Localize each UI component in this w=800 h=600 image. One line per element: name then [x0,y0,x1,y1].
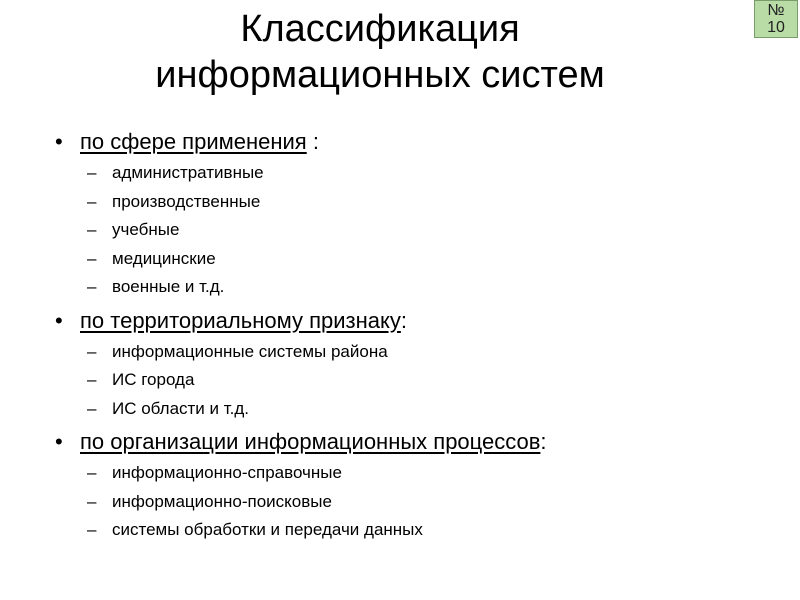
list-item [55,488,755,517]
dash-icon: – [87,277,97,296]
section-by-application-area [55,128,755,156]
slide-title-line-2: информационных систем [155,54,605,96]
bullet-dot-icon: • [55,429,63,454]
section-by-territorial-feature [55,307,755,335]
list-item-text: информационно-справочные [112,463,342,482]
slide-number-badge [754,0,798,38]
list-item-text: административные [112,163,264,182]
list-item [55,366,755,395]
list-item [55,216,755,245]
dash-icon: – [87,491,97,511]
section-heading: по организации информационных процессов [80,429,541,454]
list-item [55,273,755,302]
dash-icon: – [87,370,97,389]
slide-number-sign: № [767,2,785,19]
dash-icon: – [87,341,97,361]
dash-icon: – [87,248,97,268]
section-heading-suffix: : [306,129,319,154]
sublist-application-area [55,159,755,302]
list-item-text: производственные [112,191,261,211]
slide-title [60,6,700,98]
section-heading: по сфере применения [80,129,307,154]
list-item [55,188,755,217]
section-by-process-organization [55,428,755,456]
list-item [55,338,755,367]
list-item [55,395,755,424]
section-heading-suffix: : [400,307,407,333]
slide-title-line-1: Классификация [240,8,520,50]
list-item [55,459,755,488]
list-item [55,516,755,545]
bullet-dot-icon: • [55,307,63,333]
list-item [55,159,755,188]
list-item-text: информационные системы района [112,341,388,361]
list-item-text: военные и т.д. [112,277,225,296]
list-item-text: ИС области и т.д. [112,398,250,418]
list-item-text: системы обработки и передачи данных [112,520,423,539]
dash-icon: – [87,191,97,211]
dash-icon: – [87,220,97,239]
bullet-dot-icon: • [55,129,63,154]
dash-icon: – [87,163,97,182]
slide-number-value: 10 [767,19,785,36]
list-item [55,245,755,274]
section-heading-suffix: : [540,429,547,454]
sublist-territorial-feature [55,338,755,424]
list-item-text: информационно-поисковые [112,491,332,511]
list-item-text: медицинские [112,248,216,268]
section-heading: по территориальному признаку [80,307,401,333]
sublist-process-organization [55,459,755,545]
dash-icon: – [87,463,97,482]
bullet-list [55,128,755,550]
dash-icon: – [87,398,97,418]
list-item-text: ИС города [112,370,195,389]
dash-icon: – [87,520,97,539]
list-item-text: учебные [112,220,180,239]
